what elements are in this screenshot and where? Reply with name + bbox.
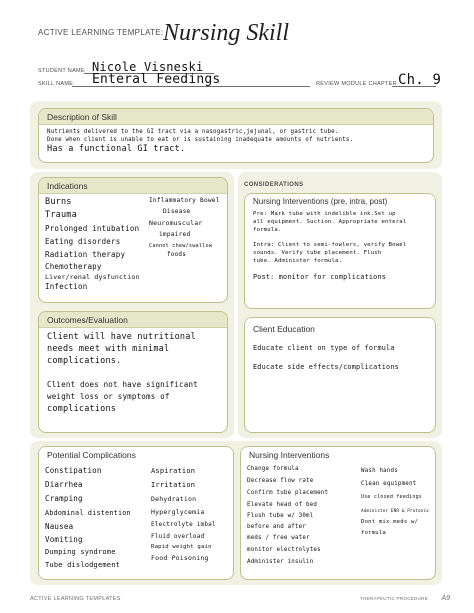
intervention-item: monitor electrolytes (247, 547, 321, 553)
intervention-line: Intra: Client to semi-fowlers, verify Bowel (253, 242, 407, 248)
outcomes-body (39, 328, 227, 418)
complication-item: Dehydration (151, 495, 197, 503)
review-module-value: Ch. 9 (398, 72, 442, 88)
description-panel (30, 101, 442, 169)
intervention-item: meds / free water (247, 535, 310, 541)
intervention-item: Dont mix meds w/ (361, 519, 419, 525)
outcome-line: complications (47, 404, 117, 414)
education-line (253, 354, 427, 362)
indication-item: Burns (45, 197, 72, 207)
complication-item: Nausea (45, 522, 74, 531)
complication-item: Aspiration (151, 467, 196, 475)
intervention-item: Flush tube w/ 30ml (247, 513, 314, 519)
complication-item: Constipation (45, 466, 102, 475)
potential-complications-card (38, 446, 234, 580)
interventions-right-list (361, 465, 435, 539)
nursing-interventions-title: Nursing Interventions (241, 447, 435, 463)
intervention-line: tube. Administer formula. (253, 258, 343, 264)
indication-item: Liver/renal dysfunction (45, 273, 140, 281)
indication-item: Neuromuscular (149, 219, 203, 227)
complication-item: Fluid overload (151, 533, 205, 540)
client-education-title: Client Education (245, 318, 435, 340)
outcome-line: Client will have nutritional (47, 332, 196, 342)
complication-item: Electrolyte imbal (151, 521, 216, 528)
indication-item: Cannot chew/swallow (149, 243, 213, 249)
complication-item: Cramping (45, 494, 83, 503)
intervention-line: all equipment. Suction. Appropriate enteral (253, 219, 407, 225)
indication-item: Chemotherapy (45, 262, 102, 271)
intervention-item: Clean equipment (361, 481, 417, 487)
description-line: Nutrients delivered to the GI tract via a nasogastric,jejunal, or gastric tube. (47, 129, 339, 135)
indication-item: Inflammatory Bowel (149, 197, 220, 204)
education-line: Educate side effects/complications (253, 363, 399, 371)
student-name-value: Nicole Visneski (92, 60, 204, 74)
intervention-line: formula. (253, 227, 282, 233)
outcome-line: needs meet with minimal (47, 344, 170, 354)
skill-name-value: Enteral Feedings (92, 72, 221, 87)
indication-item: foods (167, 251, 187, 258)
outcomes-title: Outcomes/Evaluation (39, 312, 227, 328)
intervention-item: before and after (247, 524, 307, 530)
nursing-interventions-pip-body (245, 210, 435, 285)
indication-item: Prolonged intubation (45, 224, 140, 233)
potential-complications-title: Potential Complications (39, 447, 233, 463)
outcome-line: Client does not have significant (47, 380, 198, 389)
template-header (22, 16, 462, 46)
client-education-body (245, 340, 435, 376)
intervention-line: sounds. Verify tube placement. Flush (253, 250, 382, 256)
intervention-line: Post: monitor for complications (253, 273, 387, 281)
complication-item: Dumping syndrome (45, 548, 116, 556)
indication-item: Disease (163, 208, 191, 215)
nursing-interventions-pip-title: Nursing Interventions (pre, intra, post) (245, 194, 435, 210)
education-line: Educate client on type of formula (253, 344, 395, 352)
intervention-item: Use closed feedings (361, 494, 422, 500)
indications-title: Indications (39, 178, 227, 194)
description-line: Done when client is unable to eat or is sustaining inadequate amounts of nutrients. (47, 137, 354, 143)
description-line: Has a functional GI tract. (47, 144, 186, 154)
interventions-left-list (247, 463, 355, 568)
complication-item: Irritation (151, 481, 196, 489)
intervention-item: Elevate head of bed (247, 502, 318, 508)
client-education-card (244, 317, 436, 433)
description-body (39, 125, 433, 158)
review-module-label: REVIEW MODULE CHAPTER (316, 81, 397, 87)
complication-item: Rapid weight gain (151, 544, 212, 550)
intervention-item: Confirm tube placement (247, 490, 329, 496)
description-card (38, 108, 434, 163)
outcome-line: complications. (47, 356, 122, 366)
intervention-item: Decrease flow rate (247, 478, 314, 484)
indications-card (38, 177, 228, 303)
complications-left-list (45, 464, 149, 572)
complication-item: Vomiting (45, 535, 83, 544)
outcome-line (47, 367, 219, 379)
indication-item: Trauma (45, 210, 77, 220)
intervention-item: formula (361, 530, 386, 536)
intervention-item: Administer ENR & Protonix (361, 508, 430, 513)
indications-left-list (45, 196, 149, 292)
footer-label: ACTIVE LEARNING TEMPLATES (30, 596, 121, 602)
complication-item: Abdominal distention (45, 509, 131, 517)
page-number: A9 (441, 595, 450, 602)
template-label: ACTIVE LEARNING TEMPLATE: (38, 28, 164, 37)
student-name-label: STUDENT NAME (38, 68, 85, 74)
indication-item: Radiation therapy (45, 250, 126, 259)
complication-item: Food Poisoning (151, 554, 209, 562)
complication-item: Diarrhea (45, 480, 83, 489)
indication-item: Eating disorders (45, 237, 121, 246)
intervention-item: Change formula (247, 466, 299, 472)
complication-item: Hyperglycemia (151, 508, 205, 516)
nursing-interventions-card (240, 446, 436, 580)
footer-category: THERAPEUTIC PROCEDURE (359, 596, 428, 601)
description-title: Description of Skill (39, 109, 433, 125)
complication-item: Tube dislodgement (45, 561, 121, 569)
skill-name-label: SKILL NAME (38, 81, 74, 87)
page-title: Nursing Skill (163, 20, 290, 46)
intervention-line (253, 234, 427, 241)
page-footer (30, 596, 450, 606)
indications-right-list (149, 196, 227, 259)
intervention-item: Administer insulin (247, 559, 314, 565)
intervention-line: Pre: Mark tube with indelible ink.Set up (253, 211, 396, 217)
intervention-item: Wash hands (361, 468, 398, 474)
nursing-interventions-pip-card (244, 193, 436, 309)
indication-item: Infection (45, 282, 88, 291)
intervention-line (253, 265, 427, 272)
indication-item: impaired (159, 231, 191, 238)
considerations-heading: CONSIDERATIONS (244, 182, 304, 188)
outcomes-card (38, 311, 228, 433)
outcome-line: weight loss or symptoms of (47, 392, 170, 401)
complications-right-list (151, 464, 233, 565)
